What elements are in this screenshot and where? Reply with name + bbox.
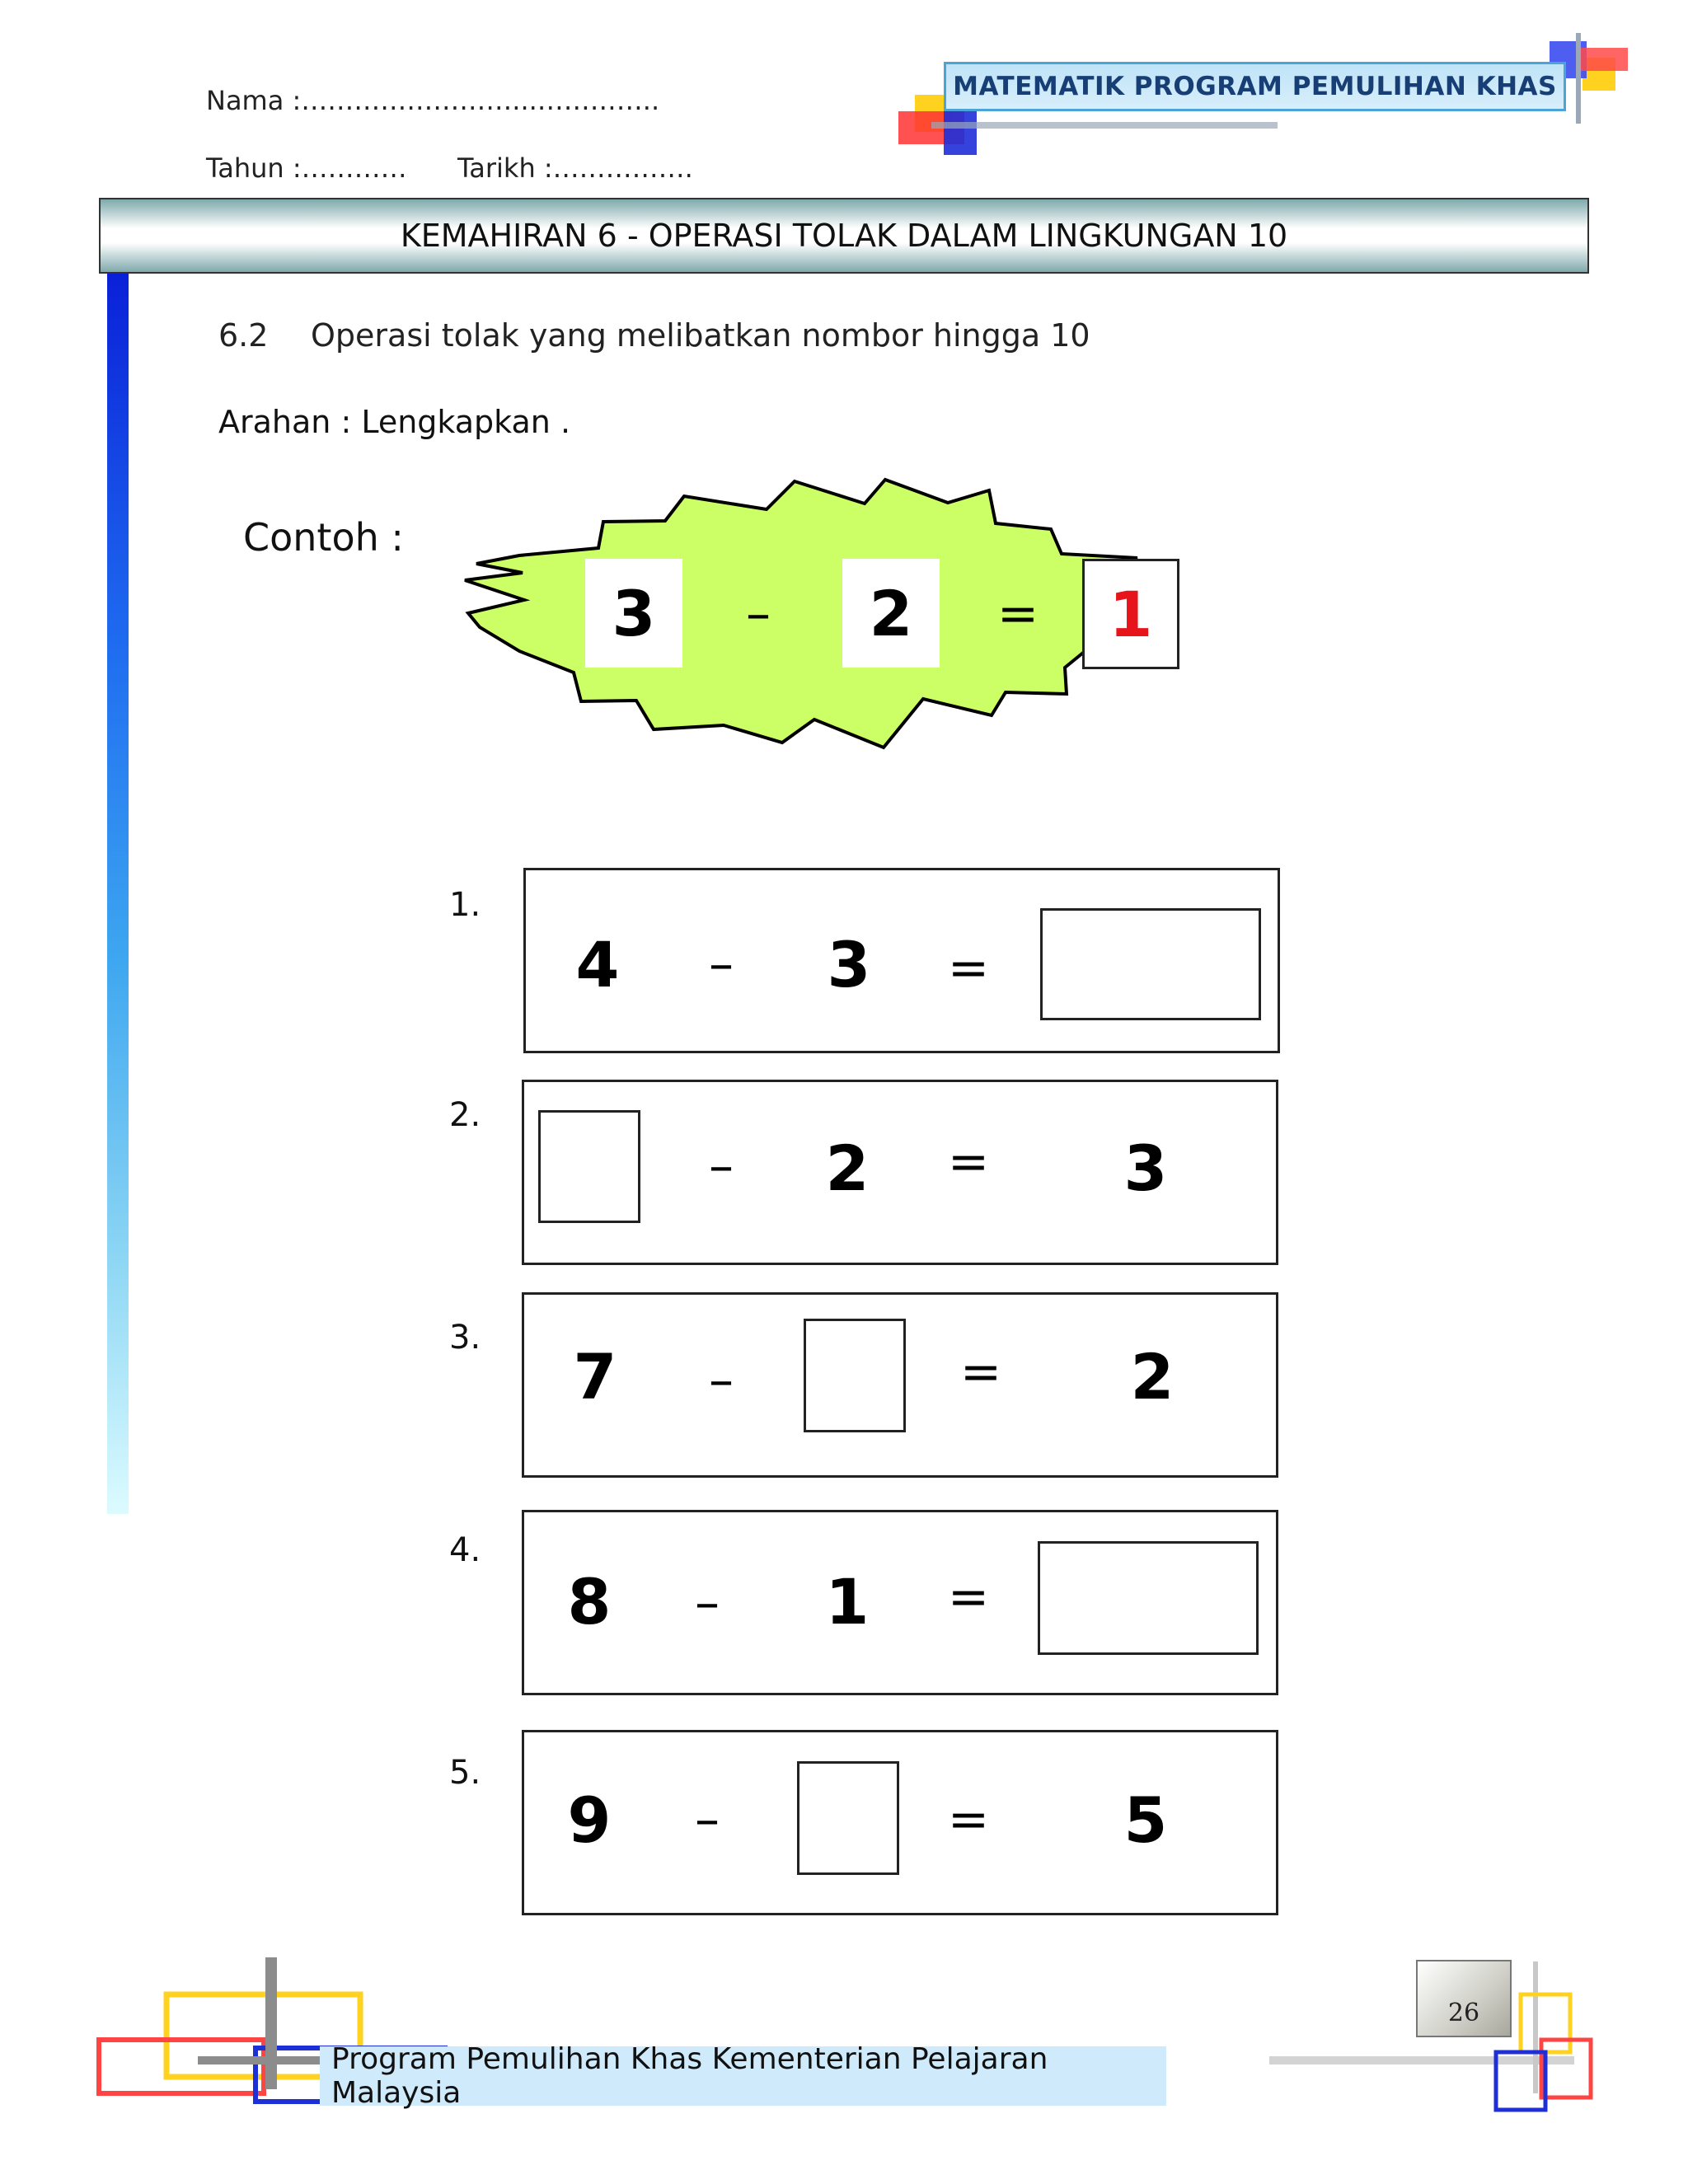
q3-answer-input[interactable] [804, 1319, 906, 1432]
q1-operand-b: 3 [827, 927, 871, 1001]
q1-equals: = [947, 940, 990, 997]
page-number: 26 [1416, 1960, 1512, 2037]
q4-operand-a: 8 [567, 1564, 612, 1638]
footer-text: Program Pemulihan Khas Kementerian Pelajaran Malaysia [320, 2046, 1166, 2106]
section-subtitle [218, 317, 1090, 354]
page-title: KEMAHIRAN 6 - OPERASI TOLAK DALAM LINGKUNGAN 10 [99, 198, 1589, 274]
q1-answer-input[interactable] [1040, 908, 1261, 1020]
program-banner: MATEMATIK PROGRAM PEMULIHAN KHAS [944, 62, 1566, 111]
q3-result: 2 [1130, 1339, 1175, 1413]
left-gradient-bar [107, 274, 129, 1514]
example-result: 1 [1082, 559, 1179, 669]
example-label: Contoh : [243, 515, 404, 560]
question-number: 3. [449, 1319, 481, 1357]
q4-minus: – [695, 1574, 720, 1632]
q2-minus: – [709, 1137, 734, 1195]
question-number: 5. [449, 1754, 481, 1792]
q2-operand-b: 2 [825, 1131, 870, 1205]
section-text: Operasi tolak yang melibatkan nombor hingga 10 [311, 317, 1090, 354]
q1-operand-a: 4 [575, 927, 620, 1001]
example-minus: – [746, 585, 771, 643]
tarikh-field: Tarikh :……………. [457, 152, 693, 184]
q4-operand-b: 1 [825, 1564, 870, 1638]
section-number: 6.2 [218, 317, 269, 354]
example-equals: = [996, 585, 1039, 643]
q4-equals: = [947, 1568, 990, 1626]
q2-answer-input[interactable] [538, 1110, 640, 1223]
q2-equals: = [947, 1133, 990, 1191]
q5-minus: – [695, 1791, 720, 1849]
q4-answer-input[interactable] [1038, 1541, 1259, 1655]
instruction: Arahan : Lengkapkan . [218, 404, 571, 440]
q5-equals: = [947, 1791, 990, 1849]
question-number: 4. [449, 1531, 481, 1569]
example-operand-b: 2 [842, 559, 940, 668]
q3-operand-a: 7 [573, 1339, 617, 1413]
q1-minus: – [709, 935, 734, 993]
q5-answer-input[interactable] [797, 1761, 899, 1875]
q3-minus: – [709, 1352, 734, 1409]
tahun-field: Tahun :………… [206, 152, 407, 184]
nama-field: Nama :……………………...………….. [206, 85, 660, 116]
question-number: 1. [449, 886, 481, 924]
example-operand-a: 3 [585, 559, 682, 668]
q3-equals: = [959, 1343, 1002, 1401]
q5-operand-a: 9 [567, 1783, 612, 1857]
question-number: 2. [449, 1096, 481, 1134]
q2-result: 3 [1123, 1131, 1168, 1205]
q5-result: 5 [1123, 1783, 1168, 1857]
